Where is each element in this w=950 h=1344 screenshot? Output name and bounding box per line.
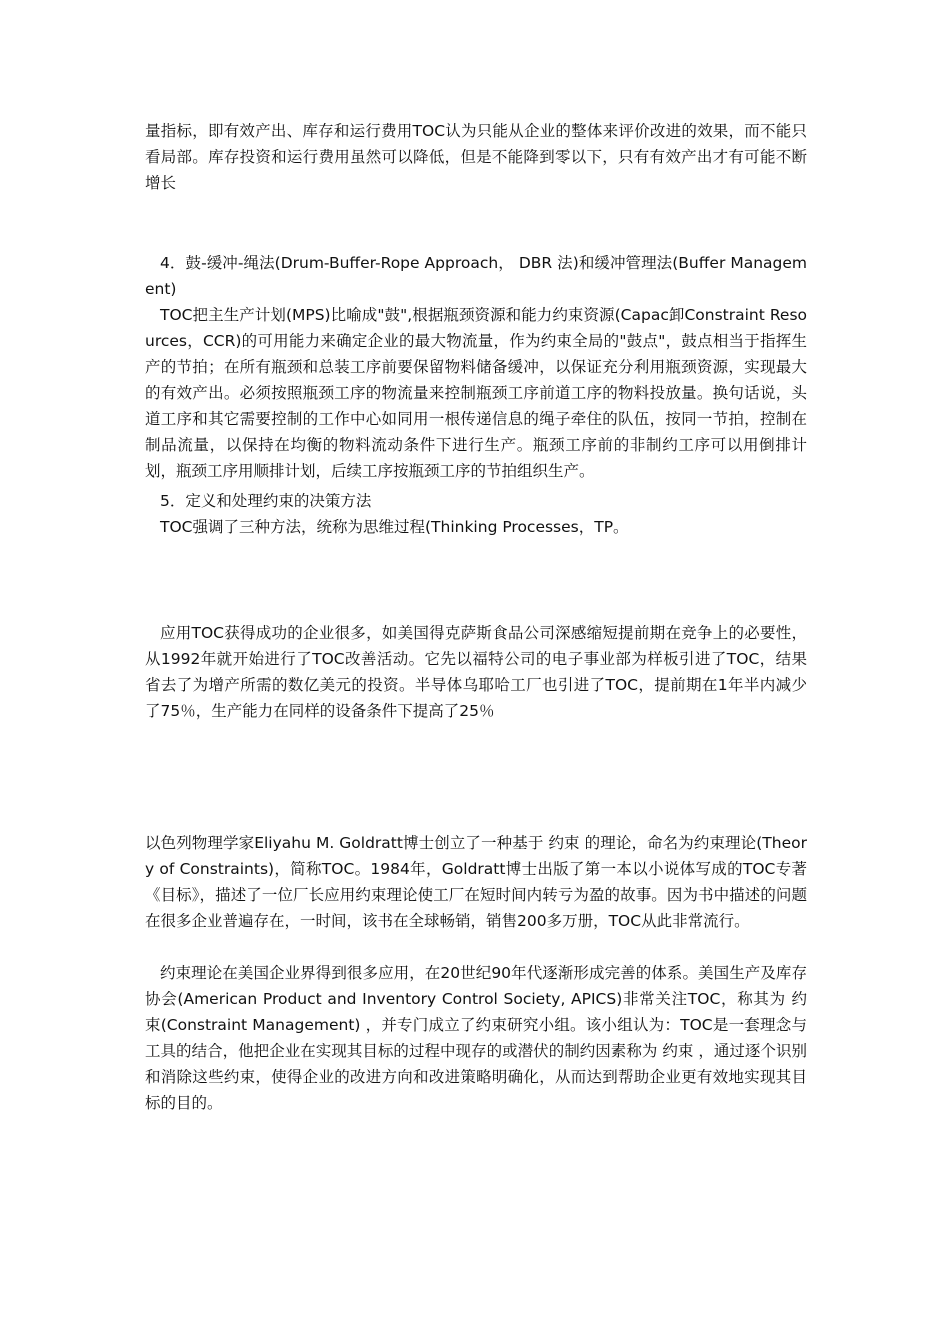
paragraph-apics: 约束理论在美国企业界得到很多应用，在20世纪90年代逐渐形成完善的体系。美国生产及库存协会(American Product and Inventory Control Society, APICS)非常关注TOC，称其为 约束(Constraint Management) ，并专门成立了约束研究小组。该小组认为：TOC是一套理念与工具的结合，他把企业在实现其目标的过程中现存的或潜伏的制约因素称为 约束 ，通过逐个识别和消除这些约束，使得企业的改进方向和改进策略明确化，从而达到帮助企业更有效地实现其目标的目的。 xyxy=(145,964,807,1112)
paragraph-dbr: TOC把主生产计划(MPS)比喻成"鼓",根据瓶颈资源和能力约束资源(Capac卸Constraint Resources，CCR)的可用能力来确定企业的最大物流量，作为约束全局的"鼓点"，鼓点相当于指挥生产的节拍；在所有瓶颈和总装工序前要保留物料储备缓冲，以保证充分利用瓶颈资源，实现最大的有效产出。必须按照瓶颈工序的物流量来控制瓶颈工序前道工序的物料投放量。换句话说，头道工序和其它需要控制的工作中心如同用一根传递信息的绳子牵住的队伍，按同一节拍，控制在制品流量，以保持在均衡的物料流动条件下进行生产。瓶颈工序前的非制约工序可以用倒排计划，瓶颈工序用顺排计划，后续工序按瓶颈工序的节拍组织生产。 xyxy=(145,306,807,480)
paragraph-thinking-processes: TOC强调了三种方法，统称为思维过程(Thinking Processes，TP。 xyxy=(160,518,629,536)
document-page xyxy=(145,0,807,1344)
heading-dbr: 4．鼓-缓冲-绳法(Drum-Buffer-Rope Approach， DBR 法)和缓冲管理法(Buffer Management) xyxy=(145,254,807,298)
paragraph-success-cases: 应用TOC获得成功的企业很多，如美国得克萨斯食品公司深感缩短提前期在竞争上的必要性，从1992年就开始进行了TOC改善活动。它先以福特公司的电子事业部为样板引进了TOC，结果省去了为增产所需的数亿美元的投资。半导体乌耶哈工厂也引进了TOC，提前期在1年半内减少了75％，生产能力在同样的设备条件下提高了25％ xyxy=(145,624,807,720)
paragraph-performance-measures: 量指标，即有效产出、库存和运行费用TOC认为只能从企业的整体来评价改进的效果，而不能只看局部。库存投资和运行费用虽然可以降低，但是不能降到零以下，只有有效产出才有可能不断增长 xyxy=(145,122,807,192)
paragraph-toc-origin: 以色列物理学家Eliyahu M. Goldratt博士创立了一种基于 约束 的理论，命名为约束理论(Theory of Constraints)，简称TOC。1984年，Goldratt博士出版了第一本以小说体写成的TOC专著《目标》，描述了一位厂长应用约束理论使工厂在短时间内转亏为盈的故事。因为书中描述的问题在很多企业普遍存在，一时间，该书在全球畅销，销售200多万册，TOC从此非常流行。 xyxy=(145,834,807,930)
heading-thinking-processes: 5．定义和处理约束的决策方法 xyxy=(160,492,372,510)
